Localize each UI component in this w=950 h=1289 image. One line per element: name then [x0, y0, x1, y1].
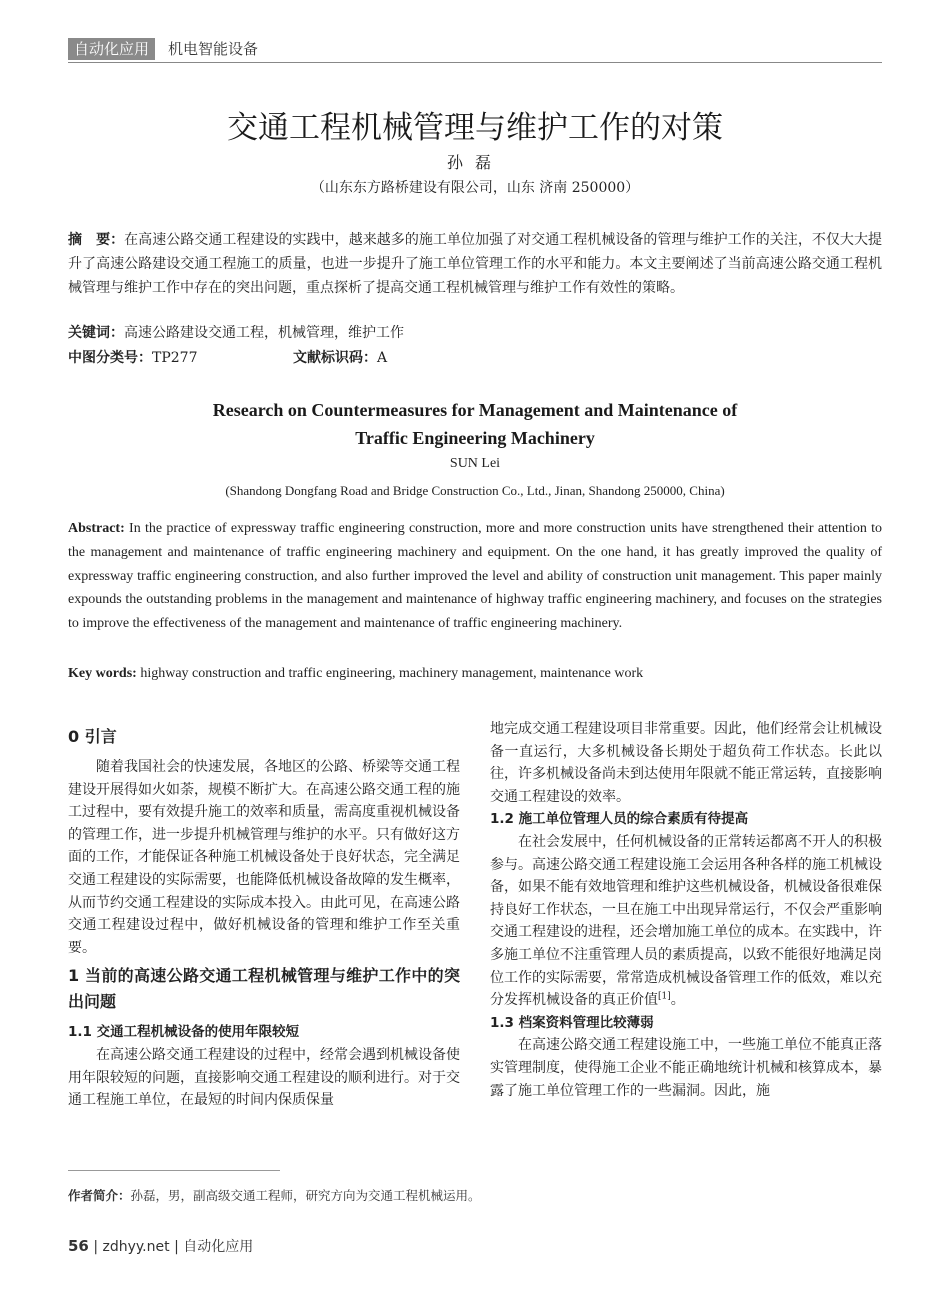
- document-code: [293, 347, 387, 369]
- subsection-heading-1-1: 1.1 交通工程机械设备的使用年限较短: [68, 1024, 300, 1041]
- keywords-english-label: Key words:: [68, 666, 137, 681]
- document-code-value: A: [377, 350, 388, 366]
- affiliation-chinese: （山东东方路桥建设有限公司，山东 济南 250000）: [310, 180, 640, 196]
- subsection-heading-1-3: 1.3 档案资料管理比较薄弱: [490, 1014, 654, 1031]
- keywords-chinese-text: 高速公路建设交通工程，机械管理，维护工作: [124, 325, 404, 341]
- body-column-left: [68, 718, 460, 1112]
- paragraph-1-2: [490, 831, 882, 1012]
- abstract-english-label: Abstract:: [68, 521, 125, 536]
- title-chinese: 交通工程机械管理与维护工作的对策: [227, 110, 723, 146]
- keywords-english-text: highway construction and traffic engineering, machinery management, maintenance work: [136, 666, 644, 681]
- footer-journal: 自动化应用: [183, 1239, 254, 1255]
- footnote-text: 孙磊，男，副高级交通工程师，研究方向为交通工程机械运用。: [130, 1188, 481, 1203]
- paragraph-intro: 随着我国社会的快速发展，各地区的公路、桥梁等交通工程建设开展得如火如荼，规模不断扩大。在高速公路交通工程的施工过程中，要有效提升施工的效率和质量，需高度重视机械设备的管理工作，进一步提升机械管理与维护的水平。只有做好这方面的工作，才能保证各种施工机械设备处于良好状态，完全满足交通工程建设的实际需要，也能降低机械设备故障的发生概率，从而节约交通工程建设的实际成本投入。由此可见，在高速公路交通工程建设过程中，做好机械设备的管理和维护工作至关重要。: [68, 759, 460, 956]
- paragraph-1-2-end: 。: [670, 992, 685, 1009]
- classification-value: TP277: [152, 350, 198, 366]
- page-footer: [68, 1236, 253, 1256]
- title-english-line2: Traffic Engineering Machinery: [355, 428, 595, 448]
- footnote-rule: [68, 1170, 280, 1171]
- section-heading-1: 1 当前的高速公路交通工程机械管理与维护工作中的突出问题: [68, 966, 460, 1012]
- classification-label: 中图分类号：: [68, 350, 152, 366]
- author-english: SUN Lei: [449, 456, 501, 471]
- paragraph-1-1-continued: 地完成交通工程建设项目非常重要。因此，他们经常会让机械设备一直运行，大多机械设备长期处于超负荷工作状态。长此以往，许多机械设备尚未到达使用年限就不能正常运转，直接影响交通工程建设的效率。: [490, 721, 882, 805]
- keywords-chinese-label: 关键词：: [68, 325, 124, 341]
- body-column-right: [490, 718, 882, 1102]
- page-number: 56: [68, 1237, 89, 1255]
- title-english-line1: Research on Countermeasures for Management and Maintenance of: [212, 400, 738, 420]
- author-chinese: 孙磊: [446, 153, 503, 172]
- abstract-chinese-text: 在高速公路交通工程建设的实践中，越来越多的施工单位加强了对交通工程机械设备的管理与维护工作的关注，不仅大大提升了高速公路建设交通工程施工的质量，也进一步提升了施工单位管理工作的水平和能力。本文主要阐述了当前高速公路交通工程机械管理与维护工作中存在的突出问题，重点探析了提高交通工程机械管理与维护工作有效性的策略。: [68, 232, 882, 296]
- journal-section-tag: 自动化应用: [68, 38, 155, 60]
- abstract-english-text: In the practice of expressway traffic engineering construction, more and more construction units have strengthened their attention to the management and maintenance of traffic engineering machinery and equipment. On the one hand, it has greatly improved the quality of expressway traffic engineering construction, and also further improved the level and ability of construction unit management. This paper mainly expounds the outstanding problems in the management and maintenance of highway traffic engineering machinery, and focuses on the strategies to improve the effectiveness of the management and maintenance of traffic engineering machinery.: [68, 521, 882, 632]
- header-rule: [68, 62, 882, 63]
- running-header: [68, 38, 882, 62]
- footer-separator-2: |: [174, 1239, 184, 1255]
- keywords-chinese: [68, 322, 882, 344]
- keywords-english: [68, 663, 882, 685]
- affiliation-english: (Shandong Dongfang Road and Bridge Construction Co., Ltd., Jinan, Shandong 250000, China): [225, 483, 725, 498]
- document-code-label: 文献标识码：: [293, 350, 377, 366]
- abstract-chinese: [68, 228, 882, 300]
- paragraph-1-3: 在高速公路交通工程建设施工中，一些施工单位不能真正落实管理制度，使得施工企业不能正确地统计机械和核算成本，暴露了施工单位管理工作的一些漏洞。因此，施: [490, 1037, 882, 1099]
- footnote-label: 作者简介：: [68, 1188, 131, 1203]
- title-english: [68, 396, 882, 452]
- author-footnote: [68, 1186, 481, 1204]
- footer-site: zdhyy.net: [102, 1239, 170, 1255]
- subsection-heading-1-2: 1.2 施工单位管理人员的综合素质有待提高: [490, 811, 749, 828]
- abstract-english: [68, 517, 882, 636]
- citation-ref-1: [1]: [658, 991, 671, 1002]
- paragraph-1-2-text: 在社会发展中，任何机械设备的正常转运都离不开人的积极参与。高速公路交通工程建设施工会运用各种各样的施工机械设备，如果不能有效地管理和维护这些机械设备，机械设备很难保持良好工作状态，一旦在施工中出现异常运行，不仅会严重影响交通工程建设的进程，还会增加施工单位的成本。在实践中，许多施工单位不注重管理人员的素质提高，以致不能很好地满足岗位工作的实际需要，常常造成机械设备管理工作的低效，难以充分发挥机械设备的真正价值: [490, 833, 882, 1009]
- abstract-chinese-label: 摘 要：: [68, 232, 125, 248]
- classification-line: [68, 347, 882, 369]
- paragraph-1-1: 在高速公路交通工程建设的过程中，经常会遇到机械设备使用年限较短的问题，直接影响交通工程建设的顺利进行。对于交通工程施工单位，在最短的时间内保质保量: [68, 1046, 460, 1109]
- journal-column-name: 机电智能设备: [168, 40, 259, 58]
- footer-separator: |: [93, 1239, 103, 1255]
- section-heading-0: 0 引言: [68, 727, 117, 746]
